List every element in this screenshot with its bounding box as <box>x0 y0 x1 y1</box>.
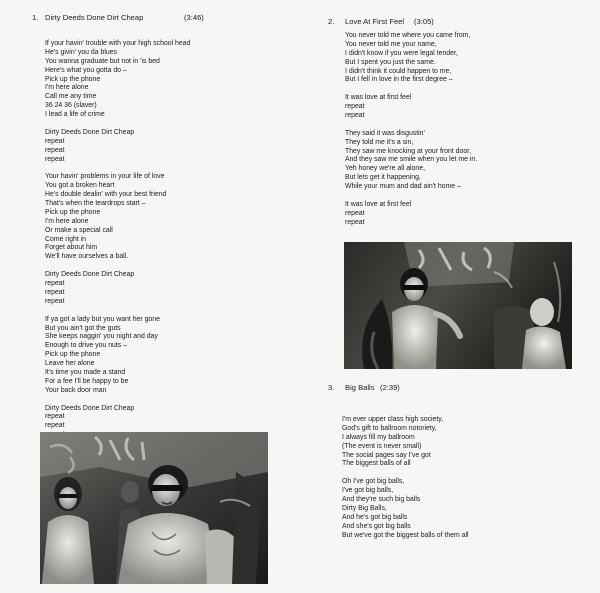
lyric-line: repeat <box>345 112 365 120</box>
lyric-line: It's time you made a stand <box>45 368 126 376</box>
song-number: 2. <box>328 17 335 26</box>
lyric-line: Enough to drive you nuts – <box>45 342 127 350</box>
lyric-line: God's gift to ballroom notoriety, <box>342 424 437 432</box>
lyric-line: repeat <box>345 209 365 217</box>
lyric-line: Pick up the phone <box>45 75 101 83</box>
lyric-line: That's when the teardrops start – <box>45 200 146 208</box>
lyric-line: Dirty Deeds Done Dirt Cheap <box>45 271 135 279</box>
song-title: Dirty Deeds Done Dirt Cheap <box>45 13 144 22</box>
song-duration: (3:05) <box>414 17 434 26</box>
lyric-stanza <box>345 130 477 192</box>
lyric-line: repeat <box>45 422 65 430</box>
lyric-line: repeat <box>45 137 65 145</box>
lyric-stanza <box>345 201 477 228</box>
lyric-line: And she's got big balls <box>342 522 411 530</box>
lyric-line: I lead a life of crime <box>45 111 105 119</box>
lyric-line: They said it was disgustin' <box>345 129 425 137</box>
band-photo-right-image <box>344 242 572 369</box>
lyric-line: The social pages say I've got <box>342 451 431 459</box>
lyric-line: Dirty Deeds Done Dirt Cheap <box>45 128 135 136</box>
lyric-stanza <box>345 32 477 85</box>
band-photo-right <box>344 242 572 369</box>
lyric-line: Yeh honey we're all alone, <box>345 165 425 173</box>
song-duration: (3:46) <box>184 13 204 22</box>
lyric-line: But I fell in love in the first degree – <box>345 76 453 84</box>
lyric-line: It was love at first feel <box>345 200 412 208</box>
lyric-line: But I spent you just the same. <box>345 58 436 66</box>
song-number: 3. <box>328 383 335 392</box>
lyric-line: But you ain't got the guts <box>45 324 121 332</box>
lyric-line: Call me any time <box>45 93 97 101</box>
lyric-line: Pick up the phone <box>45 351 101 359</box>
song-number: 1. <box>32 13 39 22</box>
song-duration: (2:39) <box>380 383 400 392</box>
lyric-line: Or make a special call <box>45 226 113 234</box>
lyric-line: He's givin' you da blues <box>45 48 117 56</box>
lyric-line: Leave her alone <box>45 360 95 368</box>
lyric-line: I always fill my ballroom <box>342 433 415 441</box>
lyric-line: Oh I've got big balls, <box>342 478 405 486</box>
lyric-line: Your havin' problems in your life of love <box>45 173 165 181</box>
lyric-line: He's double dealin' with your best friend <box>45 191 167 199</box>
song-title: Big Balls <box>345 383 375 392</box>
lyric-line: And he's got big balls <box>342 513 408 521</box>
lyric-line: They told me it's a sin, <box>345 138 414 146</box>
song-lyrics-1 <box>45 40 190 440</box>
lyric-stanza <box>45 129 190 165</box>
lyric-line: repeat <box>345 103 365 111</box>
lyric-line: If your havin' trouble with your high school head <box>45 40 191 47</box>
lyric-line: Your back door man <box>45 386 107 394</box>
lyric-line: Here's what you gotta do – <box>45 66 127 74</box>
lyric-line: It was love at first feel <box>345 94 412 102</box>
lyric-line: repeat <box>45 280 65 288</box>
band-photo-left <box>40 432 268 584</box>
lyric-line: If ya got a lady but you want her gone <box>45 315 160 323</box>
lyric-line: repeat <box>45 413 65 421</box>
lyric-line: I'm here alone <box>45 217 89 225</box>
lyric-line: Forget about him <box>45 244 98 252</box>
song-title: Love At First Feel <box>345 17 405 26</box>
lyric-stanza <box>342 416 469 469</box>
lyric-line: For a fee I'll be happy to be <box>45 377 129 385</box>
lyric-line: You never told me your name, <box>345 40 437 48</box>
lyric-line: repeat <box>45 155 65 163</box>
lyric-line: repeat <box>45 288 65 296</box>
lyric-line: We'll have ourselves a ball. <box>45 253 129 261</box>
lyric-line: But we've got the biggest balls of them all <box>342 531 469 539</box>
lyric-line: The biggest balls of all <box>342 460 411 468</box>
lyric-line: You wanna graduate but not in 'is bed <box>45 57 160 65</box>
right-column <box>300 0 600 593</box>
lyric-line: repeat <box>45 146 65 154</box>
band-photo-left-image <box>40 432 268 584</box>
lyric-line: I've got big balls, <box>342 487 394 495</box>
lyric-line: And they're such big balls <box>342 496 421 504</box>
song-lyrics-3 <box>342 416 469 540</box>
lyric-line: They saw me knocking at your front door, <box>345 147 472 155</box>
lyric-line: But lets get it happening, <box>345 174 421 182</box>
song-lyrics-2 <box>345 32 477 228</box>
lyric-line: repeat <box>345 218 365 226</box>
lyric-line: Come right in <box>45 235 86 243</box>
lyric-line: Dirty Deeds Done Dirt Cheap <box>45 404 135 412</box>
lyric-line: She keeps naggin' you night and day <box>45 333 158 341</box>
lyric-line: Pick up the phone <box>45 208 101 216</box>
lyric-line: 36 24 36 (slaver) <box>45 102 97 110</box>
lyric-line: Dirty Big Balls, <box>342 504 387 512</box>
lyric-line: (The event is never small) <box>342 442 422 450</box>
lyric-line: You never told me where you came from, <box>345 32 471 39</box>
lyric-line: You got a broken heart <box>45 182 115 190</box>
lyric-stanza <box>45 316 190 396</box>
lyric-line: While your mum and dad ain't home – <box>345 183 461 191</box>
lyric-stanza <box>342 478 469 540</box>
lyric-line: I didn't think it could happen to me, <box>345 67 452 75</box>
lyric-line: I'm here alone <box>45 84 89 92</box>
lyric-line: And they saw me smile when you let me in. <box>345 156 478 164</box>
lyric-stanza <box>345 94 477 121</box>
lyric-stanza <box>45 40 190 120</box>
lyric-stanza <box>45 173 190 262</box>
lyric-stanza <box>45 271 190 307</box>
lyric-line: I'm ever upper class high society, <box>342 416 444 423</box>
lyric-line: I didn't know if you were legal tender, <box>345 49 458 57</box>
lyric-line: repeat <box>45 297 65 305</box>
